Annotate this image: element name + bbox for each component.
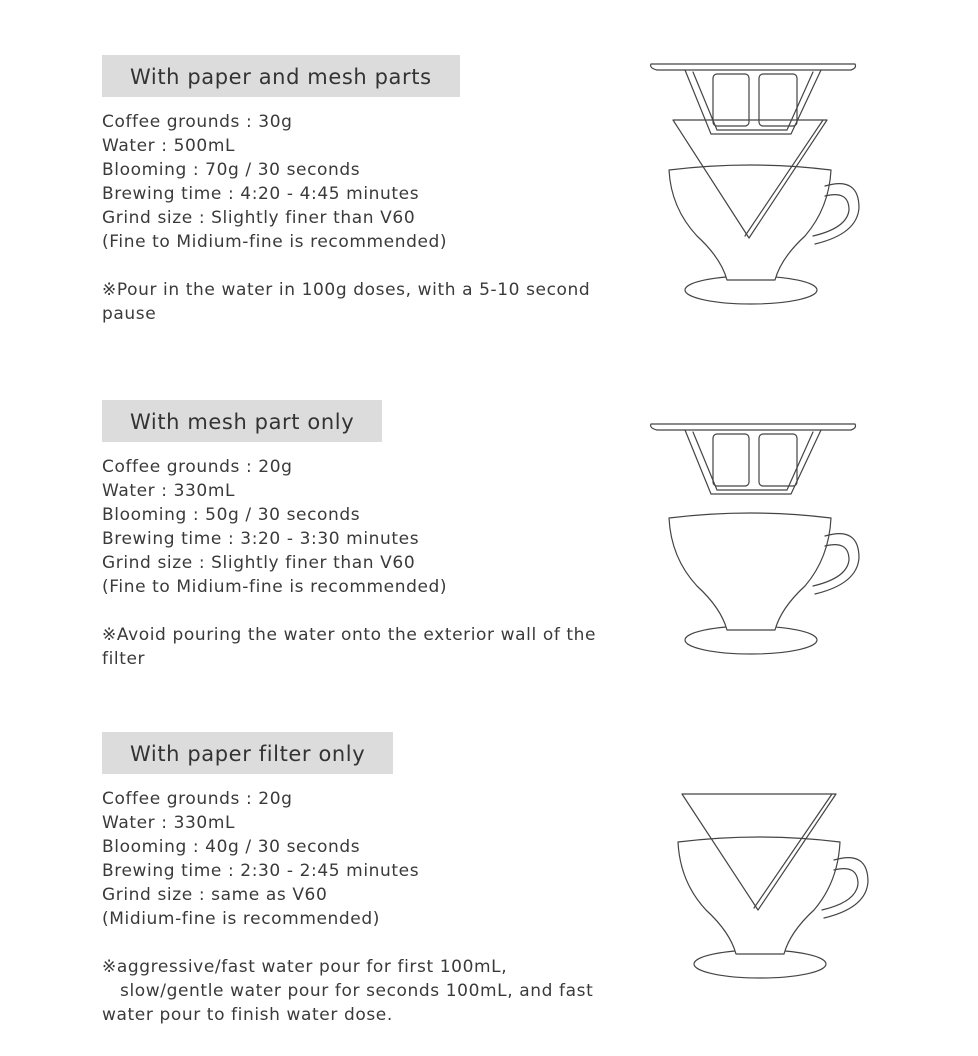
grind-recommendation: (Midium-fine is recommended) [102,909,380,929]
coffee-grounds-value: Coffee grounds : 30g [102,112,293,132]
note-line: ※aggressive/fast water pour for first 100mL, [102,957,508,977]
water-value: Water : 330mL [102,481,236,501]
brew-details [102,110,602,254]
note-line: ※Avoid pouring the water onto the exterior wall of the [102,625,597,645]
section-title: With paper and mesh parts [102,55,460,97]
brewing-time-value: Brewing time : 4:20 - 4:45 minutes [102,184,420,204]
brew-details [102,787,602,931]
grind-recommendation: (Fine to Midium-fine is recommended) [102,232,448,252]
grind-size-value: Grind size : same as V60 [102,885,328,905]
note-line: filter [102,649,146,669]
note-line: water pour to finish water dose. [102,1005,393,1025]
dripper-with-paper-and-mesh-icon [645,58,865,317]
brew-note [102,278,602,326]
section-title: With mesh part only [102,400,382,442]
blooming-value: Blooming : 40g / 30 seconds [102,837,361,857]
brew-note [102,955,602,1027]
blooming-value: Blooming : 50g / 30 seconds [102,505,361,525]
dripper-with-mesh-icon [645,418,865,667]
note-line: slow/gentle water pour for seconds 100mL, and fast [120,981,594,1001]
brewing-time-value: Brewing time : 2:30 - 2:45 minutes [102,861,420,881]
note-line: ※Pour in the water in 100g doses, with a 5-10 second [102,280,591,300]
section-title: With paper filter only [102,732,393,774]
brew-note [102,623,602,671]
coffee-grounds-value: Coffee grounds : 20g [102,789,293,809]
brewing-time-value: Brewing time : 3:20 - 3:30 minutes [102,529,420,549]
coffee-grounds-value: Coffee grounds : 20g [102,457,293,477]
grind-size-value: Grind size : Slightly finer than V60 [102,553,416,573]
brew-details [102,455,602,599]
grind-size-value: Grind size : Slightly finer than V60 [102,208,416,228]
blooming-value: Blooming : 70g / 30 seconds [102,160,361,180]
dripper-with-paper-filter-icon [654,784,874,993]
grind-recommendation: (Fine to Midium-fine is recommended) [102,577,448,597]
water-value: Water : 330mL [102,813,236,833]
note-line: pause [102,304,157,324]
water-value: Water : 500mL [102,136,236,156]
